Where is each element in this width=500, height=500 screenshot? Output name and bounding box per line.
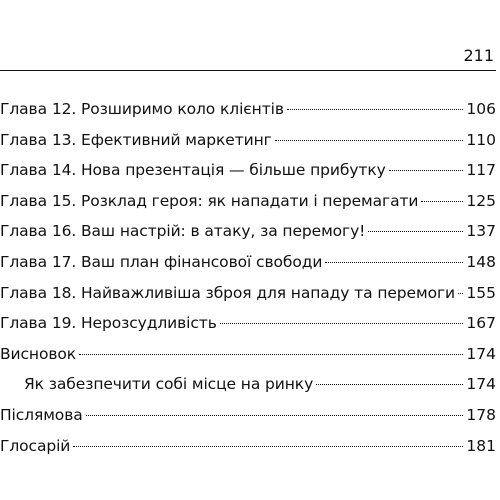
dot-leader [368,231,463,232]
dot-leader [86,415,464,416]
page-number: 211 [463,46,494,65]
toc-entry-title: Глава 19. Нерозсудливість [0,314,217,333]
toc-entry-chapter-19 [0,310,496,341]
dot-leader [389,170,464,171]
toc-entry-chapter-14 [0,157,496,188]
toc-entry-page: 110 [466,130,496,149]
toc-entry-chapter-16 [0,218,496,249]
table-of-contents [0,96,496,463]
toc-entry-page: 167 [466,314,496,333]
toc-entry-afterword [0,402,496,433]
toc-entry-title: Висновок [0,344,77,363]
dot-leader [458,293,463,294]
toc-entry-title: Глава 17. Ваш план фінансової свободи [0,252,323,271]
toc-entry-page: 181 [466,436,496,455]
toc-entry-chapter-15 [0,188,496,219]
toc-entry-page: 155 [466,283,496,302]
toc-entry-title: Глава 12. Розширимо коло клієнтів [0,100,284,118]
toc-entry-title: Глосарій [0,436,71,455]
toc-entry-page: 137 [466,222,496,241]
toc-entry-glossary [0,433,496,464]
toc-entry-page: 148 [466,252,496,271]
toc-entry-page: 174 [466,375,496,394]
toc-entry-title: Глава 14. Нова презентація — більше прибутку [0,161,386,180]
toc-entry-page: 117 [466,161,496,180]
dot-leader [220,323,464,324]
dot-leader [275,140,464,141]
dot-leader [421,201,463,202]
header-rule [0,70,496,71]
toc-entry-page: 178 [466,405,496,424]
toc-entry-chapter-17 [0,249,496,280]
dot-leader [325,262,463,263]
toc-entry-page: 125 [466,191,496,210]
dot-leader [79,354,463,355]
toc-entry-page: 106 [466,100,496,118]
toc-entry-title: Глава 13. Ефективний маркетинг [0,130,272,149]
dot-leader [316,384,463,385]
toc-entry-title: Глава 16. Ваш настрій: в атаку, за перемогу! [0,222,366,241]
toc-entry-title: Як забезпечити собі місце на ринку [24,375,314,394]
toc-entry-chapter-12 [0,96,496,127]
dot-leader [73,446,463,447]
toc-entry-chapter-13 [0,127,496,158]
toc-entry-page: 174 [466,344,496,363]
toc-entry-title: Глава 18. Найважливіша зброя для нападу та перемоги [0,283,455,302]
toc-entry-chapter-18 [0,280,496,311]
toc-entry-conclusion [0,341,496,372]
dot-leader [287,109,464,110]
toc-entry-title: Глава 15. Розклад героя: як нападати і перемагати [0,191,419,210]
toc-entry-conclusion-subsection [0,371,496,402]
toc-entry-title: Післямова [0,405,83,424]
